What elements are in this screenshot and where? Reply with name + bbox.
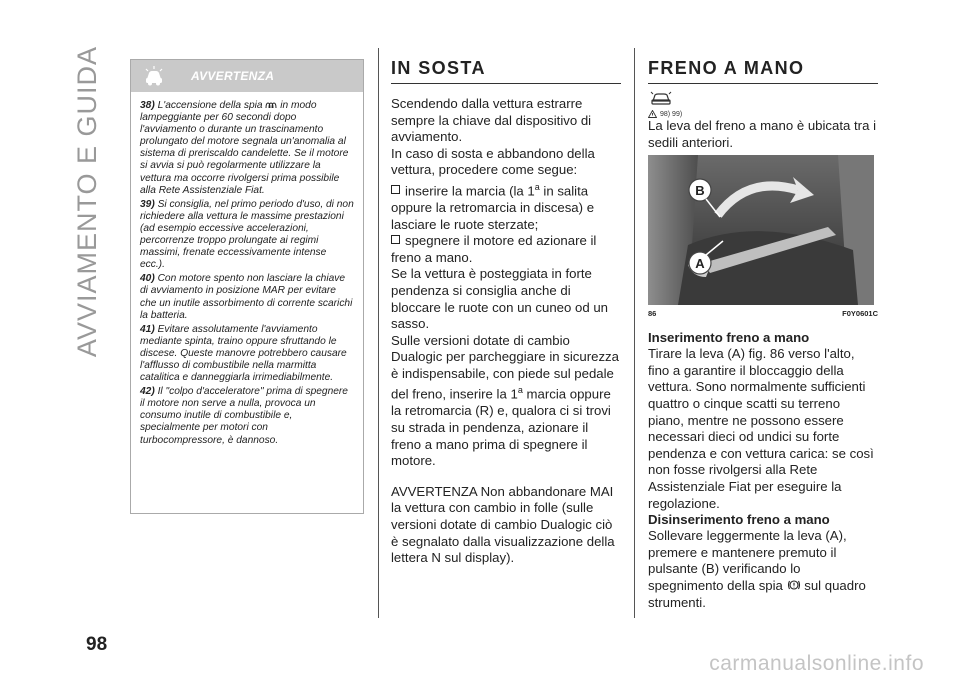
label-a: A: [695, 256, 705, 272]
warning-item-39: 39) Si consiglia, nel primo periodo d'uso, di non richiedere alla vettura le massime prestazioni (ad esempio eccessive accelerazioni, percorrenze troppo prolungate ai regimi massimi, frenate eccessivamente intense ecc.).: [140, 198, 354, 271]
label-b: B: [695, 183, 705, 199]
glow-plug-lamp-icon: [265, 102, 277, 109]
figure-number: 86: [648, 309, 657, 319]
brake-warning-lamp-icon: [787, 578, 801, 592]
freno-a-mano-section: [648, 58, 878, 611]
in-sosta-bullet-2: spegnere il motore ed azionare il freno a mano.: [391, 233, 597, 265]
bullet-square-icon: [391, 185, 400, 194]
in-sosta-p3: Se la vettura è posteggiata in forte pendenza si consiglia anche di bloccare le ruote con un cuneo od un sasso.: [391, 266, 609, 332]
warning-item-38: 38) L'accensione della spia in modo lampeggiante per 60 secondi dopo l'avviamento o durante un trascinamento prolungato del motore segnala un'anomalia al sistema di preriscaldo candelette. Se il motore si avvia si può regolarmente utilizzare la vettura ma occorre rivolgersi prima possibile alla Rete Assistenziale Fiat.: [140, 100, 349, 196]
freno-intro: La leva del freno a mano è ubicata tra i sedili anteriori.: [648, 118, 876, 150]
warning-body: [131, 92, 363, 447]
disinserimento-text: Sollevare leggermente la leva (A), premere e mantenere premuto il pulsante (B) verificando lo spegnimento della spia sul quadro strumenti.: [648, 528, 866, 610]
figure-caption: [648, 309, 878, 318]
figure-code: F0Y0601C: [842, 309, 878, 319]
warning-item-42: 42) Il "colpo d'acceleratore" prima di spegnere il motore non serve a nulla, provoca un consumo inutile di combustibile e, specialmente per motori con turbocompressore, è dannoso.: [140, 386, 348, 446]
section-title-in-sosta: IN SOSTA: [391, 58, 621, 84]
reference-icons-row: [648, 90, 878, 118]
warning-item-41: 41) Evitare assolutamente l'avviamento mediante spinta, traino oppure sfruttando le discese. Queste manovre potrebbero causare l'afflusso di combustibile nella marmitta catalitica e danneggiarla irrimediabilmente.: [140, 323, 347, 384]
warning-title: AVVERTENZA: [191, 69, 275, 83]
watermark: carmanualsonline.info: [709, 652, 924, 675]
warning-header: [131, 60, 363, 92]
car-warning-small-icon: [648, 90, 674, 108]
warning-triangle-icon: [648, 110, 657, 118]
column-divider-2: [634, 48, 635, 618]
in-sosta-p5: AVVERTENZA Non abbandonare MAI la vettura con cambio in folle (sulle versioni dotate di cambio Dualogic ciò è segnalato dalla visualizzazione della lettera N sul display).: [391, 483, 615, 566]
car-warning-icon: [143, 66, 165, 86]
warning-box: [130, 59, 364, 514]
handbrake-photo: [648, 155, 874, 305]
in-sosta-p4: Sulle versioni dotate di cambio Dualogic per parcheggiare in sicurezza è indispensabile, con piede sul pedale del freno, inserire la 1$^a$ marcia oppure la retromarcia (R) e, qualora ci si trovi su strada in pendenza, azionare il freno a mano prima di spegnere il motore.: [391, 332, 619, 469]
inserimento-text: Tirare la leva (A) fig. 86 verso l'alto, fino a garantire il bloccaggio della vettura. Sono normalmente sufficienti quattro o cinque scatti su terreno piano, mentre ne possono essere necessari dieci od undici su forte pendenza e con vettura carica: se così non fosse rivolgersi alla Rete Assistenziale Fiat per eseguire la regolazione.: [648, 346, 874, 511]
warning-item-40: 40) Con motore spento non lasciare la chiave di avviamento in posizione MAR per evitare che un inutile assorbimento di corrente scarichi la batteria.: [140, 273, 353, 321]
reference-notes: 98) 99): [660, 110, 683, 118]
section-title-freno-a-mano: FRENO A MANO: [648, 58, 878, 84]
column-divider-1: [378, 48, 379, 618]
in-sosta-bullet-1: inserire la marcia (la 1$^a$ in salita oppure la retromarcia in discesa) e lasciare le ruote sterzate;: [391, 181, 595, 232]
in-sosta-p2: In caso di sosta e abbandono della vettura, procedere come segue:: [391, 145, 595, 178]
subheading-inserimento: Inserimento freno a mano: [648, 330, 810, 346]
in-sosta-section: [391, 58, 621, 567]
subheading-disinserimento: Disinserimento freno a mano: [648, 512, 830, 528]
in-sosta-p1: Scendendo dalla vettura estrarre sempre la chiave dal dispositivo di avviamento.: [391, 96, 592, 145]
handbrake-figure: [648, 155, 874, 305]
page-number: 98: [86, 634, 108, 655]
bullet-square-icon: [391, 235, 400, 244]
